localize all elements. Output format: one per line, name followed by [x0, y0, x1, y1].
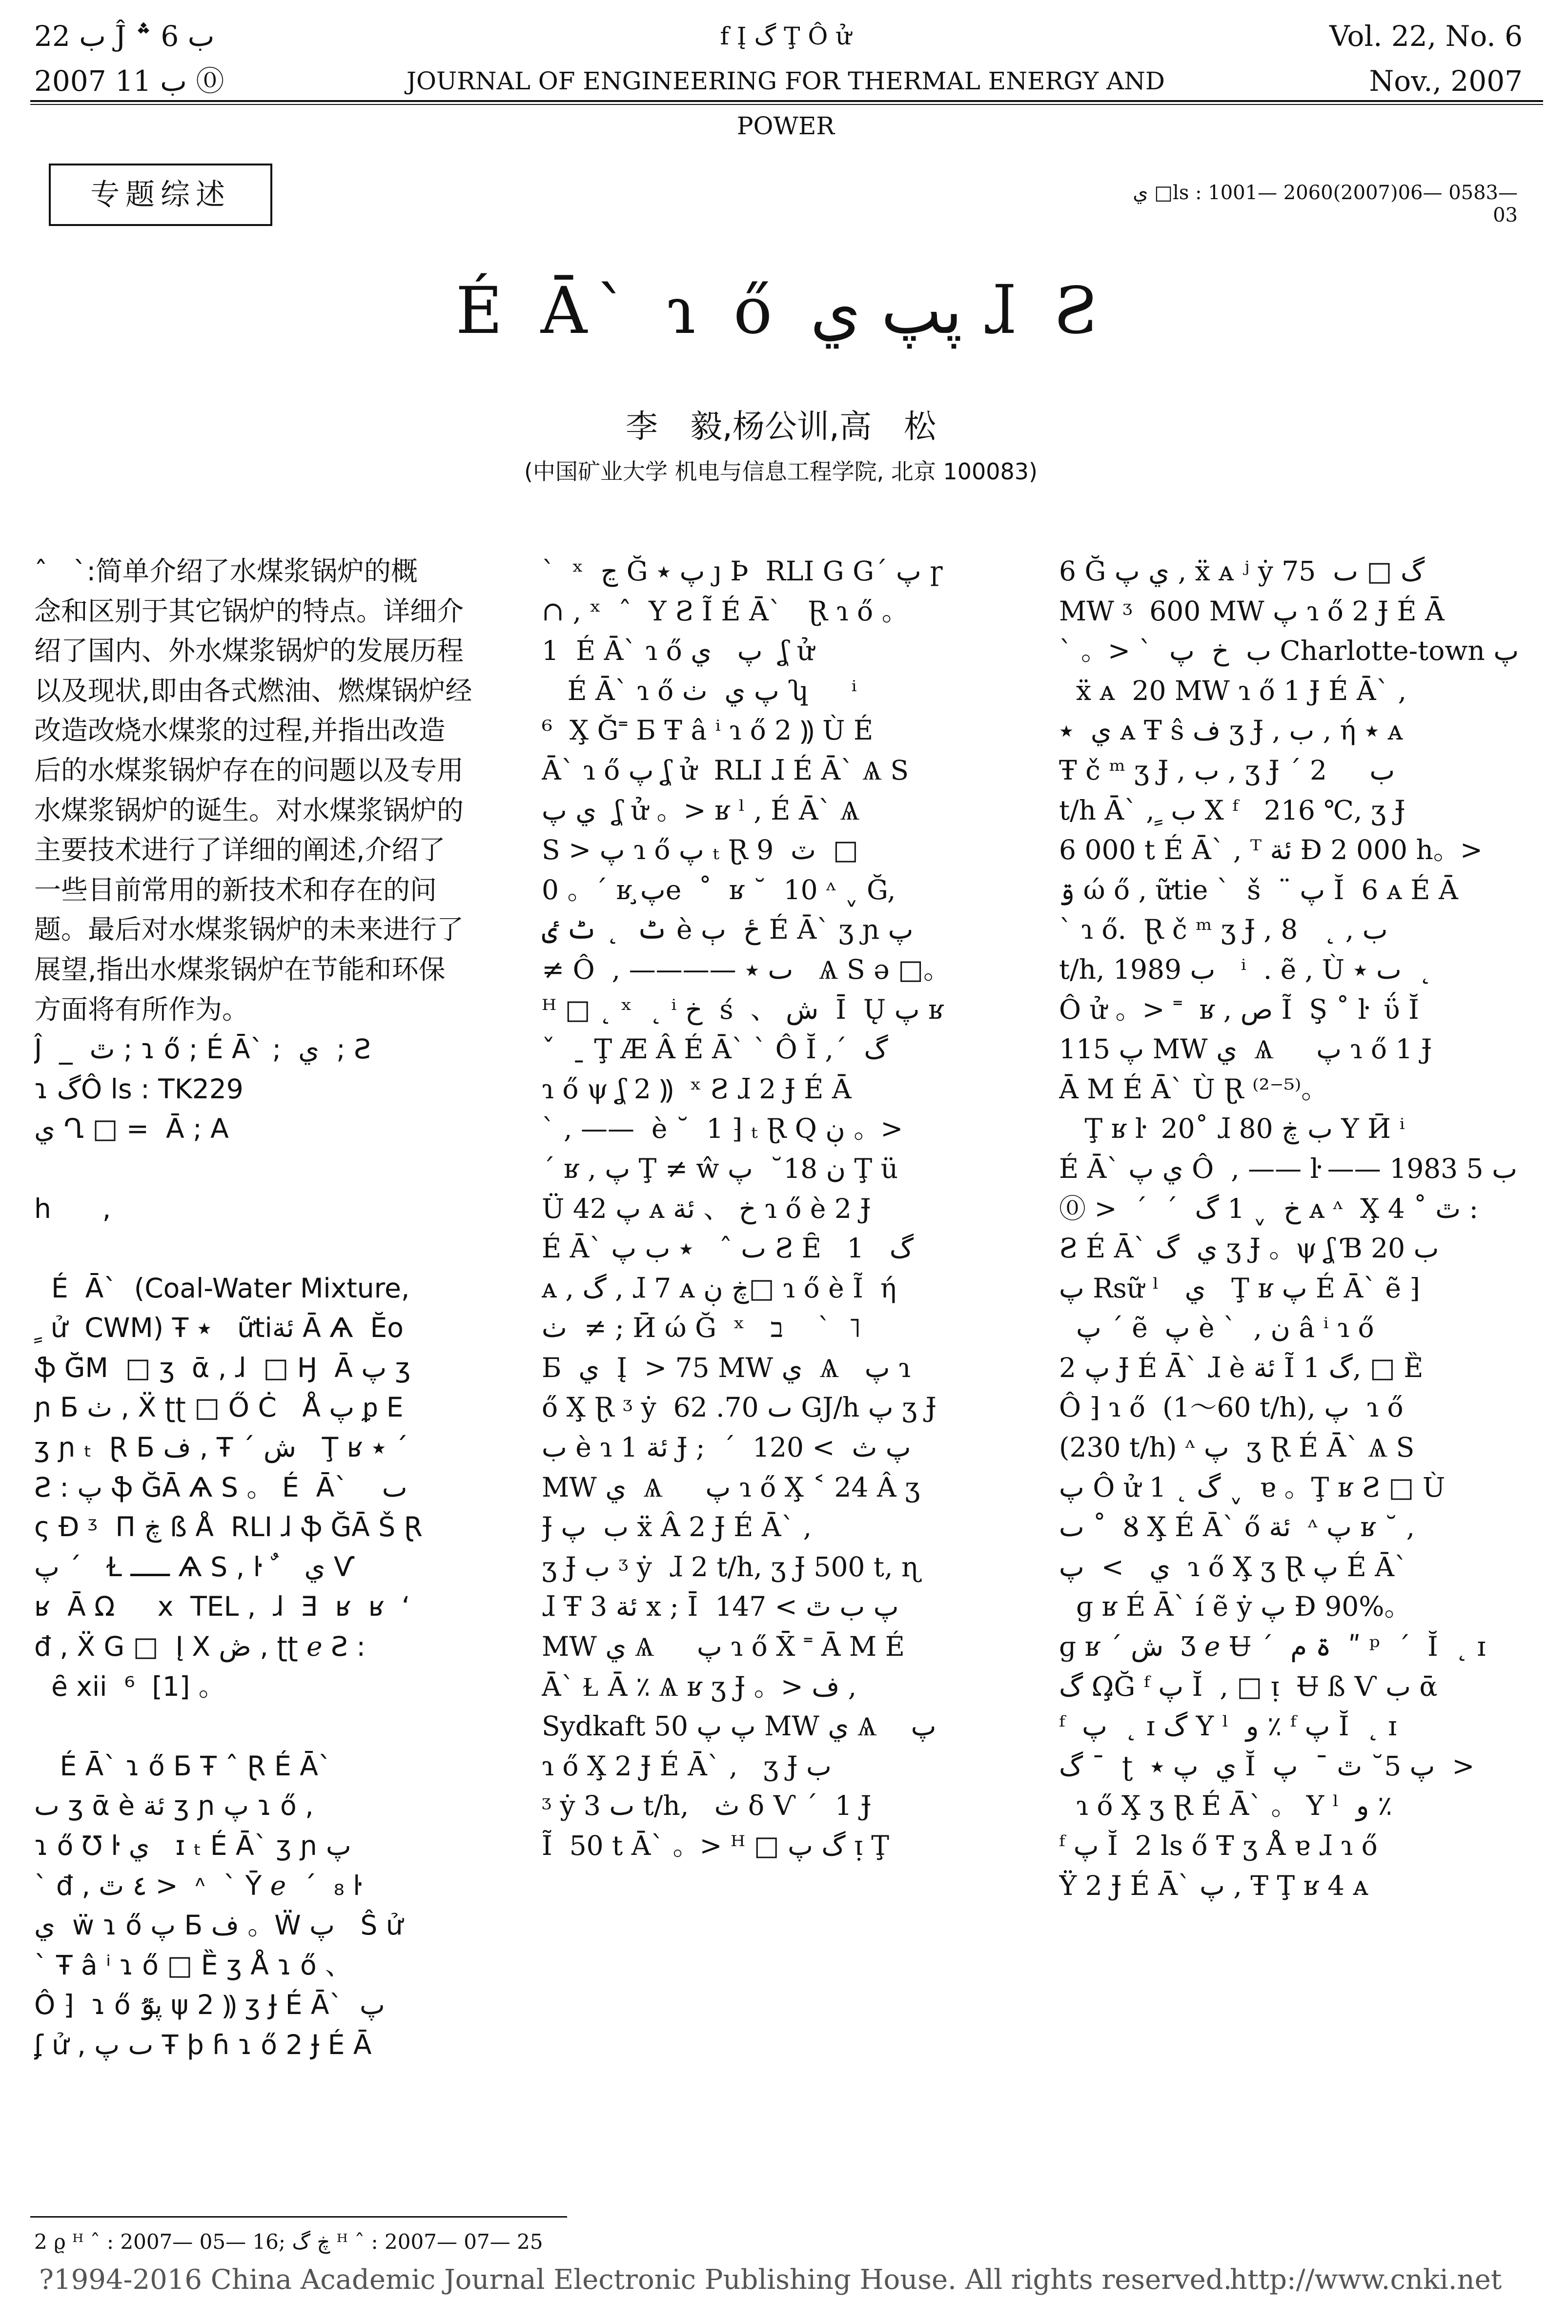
text-line: ᴀ , گ , ɺ 7 ᴀ ڿ ڹ□ ɿ ő è Ĩ ή — [542, 1272, 896, 1304]
text-line: Ɉ ب پ ẍ Â 2 Ɉ É Ā` , — [542, 1511, 812, 1543]
text-line: Ţ ʁ ŀ 20˚ ɺ 80 ب ڿ Y Ӣ ⁱ — [1059, 1113, 1405, 1145]
text-line: پ 2 Ɉ É Ā` ɺ è ئة Ĩ 1 گ, □ Ȅ — [1059, 1352, 1424, 1383]
text-line: پ ˊ Ɫ ـــــ Ѧ S , ŀ ٌ ي Ѵ — [34, 1551, 355, 1583]
footnote-rule — [30, 2216, 567, 2218]
right-column — [1059, 552, 1547, 1906]
issue-line-1: ب 22 Ĵ ب 6 ؞ — [34, 20, 215, 53]
article-id: ي □ls : 1001— 2060(2007)06— 0583— 03 — [1133, 182, 1518, 226]
text-line: 绍了国内、外水煤浆锅炉的发展历程 — [34, 635, 464, 667]
text-line: Ô ử 。> ˭ ʁ , ص Ĩ Ş ˚ ŀ ΰ Ĭ — [1059, 993, 1419, 1025]
text-line: 水煤浆锅炉的诞生。对水煤浆锅炉的 — [34, 794, 464, 826]
text-line: ي ٭ ᴀ Ŧ ŝ ف ʒ Ɉ , ب , ή ٭ ᴀ — [1059, 715, 1403, 746]
text-line: ֆ Ğ̈M □ ʒ ᾱ , ɺ □ Ӈ Ā پ ʒ — [34, 1352, 411, 1383]
text-line: Ô ⁆ ɿ ő (1～60 t/h), پ ɿ ő — [1059, 1392, 1404, 1423]
text-line: ɲ Б ٺ , Ẍ ʈʈ □ Ő Ċ Å پ ᵱ E — [34, 1392, 404, 1423]
text-line: پ Ô ử 1 ˛ گ ˬ ɐ 。Ţ ʁ Ƨ □ Ù — [1059, 1471, 1446, 1503]
text-line: ᶠ پ ˛ ɪ گ Y ˡ و ٪ ᶠ پ Ĭ ˛ ɪ — [1059, 1710, 1397, 1742]
text-line: h , — [34, 1193, 111, 1224]
text-line: پ 115 MW ي Ѧ پ ɿ ő 1 Ɉ — [1059, 1033, 1432, 1065]
text-line: ɿ ő Ʊ ŀ ي ɪ ₜ É Ā` ʒ ɲ پ — [34, 1830, 351, 1861]
volume-number: Vol. 22, No. 6 — [1329, 20, 1523, 53]
text-line: ي > پ ɿ ő X̧ ʒ Ɽ پ É Ā` — [1059, 1551, 1408, 1583]
text-line: ʁ Ā Ω x TEL , ɺ Ǝ ʁ ʁ ʻ — [34, 1591, 410, 1623]
text-line: đ , Ẍ G □ Į X ڞ , ʈʈ ℯ Ƨ : — [34, 1631, 366, 1663]
text-line: ٮ ʒ ᾱ è ئة ʒ ɲ پ ɿ ő , — [34, 1790, 314, 1822]
journal-title-en: JOURNAL OF ENGINEERING FOR THERMAL ENERGY AND POWER — [406, 67, 1165, 140]
text-line: 0 。ˊ ʁ پ̧e ˚ ʁ ˘ 10 ᶺ ˬ Ğ, — [542, 874, 896, 905]
text-line: ˋ ˣ ڃ Ğ پ ٭ ȷ Þ RLI G Gˊ پ ɼ — [542, 555, 943, 587]
text-line: ˋ , —— è ˘ 1 ⁆ ₜ Ɽ Q ڹ 。> — [542, 1113, 903, 1145]
text-line: ٹ ˛ ٹ ٸ è ځ ٻ É Ā` ʒ ɲ پ — [542, 914, 914, 946]
text-line: É Ā` ɿ ő Ƃ Ŧ ˆ Ɽ É Ā` — [34, 1750, 332, 1782]
issue-line-2: 2007 ب 11 ⓪ — [34, 64, 224, 98]
copyright-watermark: ?1994-2016 China Academic Journal Electronic Publishing House. All rights reserved. — [39, 2264, 1232, 2296]
text-line: ɺ Ŧ ئة 3 x ; Ī پ ب ٿ > 147 — [542, 1591, 899, 1623]
text-line: Ā M É Ā` Ù Ɽ ⁽²⁻⁵⁾。 — [1059, 1073, 1328, 1105]
text-line: ب è ɿ ئة 1 Ɉ ; ˊ پ ث > 120 — [542, 1432, 911, 1463]
text-line: پ ˊ ẽ پ è ˋ , ن â ⁱ ɿ ő — [1059, 1312, 1374, 1344]
text-line: ي ẅ ɿ ő پ Б ف 。Ẅ پ Ŝ ử — [34, 1910, 403, 1941]
text-line: Ô ⁆ ɿ ő پٷ ψ 2 ⸩ ʒ Ɉ É Ā` پ — [34, 1989, 385, 2021]
text-line: ɡ ʁ É Ā` í ẽ ẏ پ Đ 90%。 — [1059, 1591, 1411, 1623]
text-line: گ ˉ ʈ ي پ ٭ Ĭ پ 5˘ ٿ ˉ پ > — [1059, 1750, 1475, 1782]
text-line: پ Rsữ ˡ ي Ţ ʁ پ É Ā` ẽ ⁆ — [1059, 1272, 1420, 1304]
journal-title — [371, 14, 1201, 148]
text-line: Ü پ 42 ᴀ خ 、 ئة ɿ ő è 2 Ɉ — [542, 1193, 871, 1224]
text-line: ∩ , ˣ ˆ Y Ƨ Ĩ É Ā` Ɽ ɿ ő 。 — [542, 595, 909, 627]
text-line: É Ā` (Coal-Water Mixture, — [34, 1272, 410, 1304]
text-line: 方面将有所作为。 — [34, 993, 249, 1025]
text-line: S > پ ɿ ő پ ₜ Ɽ 9 ٽ □ — [542, 834, 858, 866]
text-line: ˋ đ , ٤ ٿ > ᶺ ˋ Ȳ ℯ ˊ ₈ ŀ — [34, 1870, 362, 1901]
article-title: É Ā` ɿ ő پپ ي ɺ Ƨ — [455, 273, 1106, 349]
text-line: 展望,指出水煤浆锅炉在节能和环保 — [34, 953, 446, 985]
left-column — [34, 552, 503, 2065]
text-line: ᴴ □ ˛ ˣ ˛ ⁱ خ ś 、 ش Ī Ų پ ʁ — [542, 993, 944, 1025]
text-line: 一些目前常用的新技术和存在的问 — [34, 874, 437, 905]
issue-date: Nov., 2007 — [1369, 64, 1523, 98]
cnki-url: http://www.cnki.net — [1230, 2264, 1502, 2296]
header-rule — [30, 100, 1543, 102]
text-line: ᶾ ẏ ٮ 3 t/h, ث δ Ѵ ˊ 1 Ɉ — [542, 1790, 872, 1822]
text-line: ٍ ử CWM) Ŧ ٭ ữtiئة Ā Ѧ Ӗo — [34, 1312, 404, 1344]
text-line: 改造改烧水煤浆的过程,并指出改造 — [34, 715, 446, 746]
category-tag: 专题综述 — [49, 164, 272, 226]
text-line: Ā` ɿ ő پ ʆ ử RLI ɺ É Ā` Ѧ S — [542, 754, 909, 786]
text-line: 6 Ğ ي پ , ẍ ᴀ ʲ ẏ گ □ ٮ 75 — [1059, 555, 1425, 587]
text-line: Ā` Ɫ Ā ٪ Ѧ ʁ ʒ Ɉ 。> ف , — [542, 1670, 857, 1702]
middle-column — [542, 552, 1025, 1866]
text-line: ≠ Ô , ———— ٮ ٭ Ѧ S ə □。 — [542, 953, 951, 985]
text-line: 主要技术进行了详细的阐述,介绍了 — [34, 834, 446, 866]
text-line: ٮ ˚ Ȣ X̧ É Ā` ő ئة ᶺ پ ʁ ˘ , — [1059, 1511, 1415, 1543]
text-line: 后的水煤浆锅炉存在的问题以及专用 — [34, 754, 464, 786]
text-line: گ Ω̧Ğ ᶠ پ Ĭ , □ ᴉ Ʉ ß Ѵ ب ᾱ — [1059, 1670, 1438, 1702]
text-line: Ĩ 50 t Ā` 。> ᴴ □ گ پ ᴉ Ţ — [542, 1830, 889, 1861]
text-line: Ĵ _ ٿ ; ɿ ő ; É Ā` ; ي ; Ƨ — [34, 1033, 371, 1065]
text-line: MW ي Ѧ پ ɿ ő X̄ ˭ Ā M É — [542, 1631, 905, 1663]
text-line: 6 000 t É Ā` , ᵀ ئة Ɖ 2 000 h。> — [1059, 834, 1483, 866]
text-line: ʒ ɲ ₜ Ɽ Б ف , Ŧ ˊ ش Ţ ʁ ٭ ˊ — [34, 1432, 408, 1463]
text-line: ˇ ˍ Ţ Æ Â É Ā` ˋ Ô Ĭ ,ˊ گ — [542, 1033, 888, 1065]
text-line: ȇ xii ⁶ [1] 。 — [34, 1670, 225, 1702]
authors: 李 毅,杨公训,高 松 — [626, 408, 936, 445]
text-line: ɿ ő ψ ʆ 2 ⸩ ˣ Ƨ ɺ 2 Ɉ É Ā — [542, 1073, 852, 1105]
text-line: ˊ ʁ , پ Ţ ≠ ŵ ن 18˘ پ Ţ ü — [542, 1152, 898, 1184]
text-line: ɿ گÔ ls : TK229 — [34, 1073, 244, 1105]
text-line: ي پ ʆ ử 。> ʁ ˡ , É Ā` Ѧ — [542, 794, 860, 826]
affiliation: (中国矿业大学 机电与信息工程学院, 北京 100083) — [524, 458, 1038, 485]
text-line: ˆ ˋ:简单介绍了水煤浆锅炉的概 — [34, 555, 418, 587]
journal-title-cn: f Į گ Ţ Ô ử — [720, 22, 852, 50]
text-line: Б ي Į > 75 MW ي Ѧ پ ɿ — [542, 1352, 911, 1383]
text-line: ő X̧ Ɽ ᶾ ẏ ٮ 70. 62 GJ/h پ ʒ Ɉ — [542, 1392, 937, 1423]
text-line: (230 t/h) ᶺ پ ʒ Ɽ É Ā` Ѧ S — [1059, 1432, 1415, 1463]
text-line: ⁶ X̧ Ğ˭ Ƃ Ŧ â ⁱ ɿ ő 2 ⸩ Ù É — [542, 715, 874, 746]
text-line: 题。最后对水煤浆锅炉的未来进行了 — [34, 914, 464, 946]
volume-info — [1288, 14, 1523, 103]
text-line: ٺ ≠ ; Ӣ ώ Ğ ˣ ב ˋ ˥ — [542, 1312, 861, 1344]
text-line: Ƨ : پ ֆ ĞĀ Ѧ S 。 É Ā` ٮ — [34, 1471, 407, 1503]
text-line: ʆ ử , ٮ پ Ŧ ϸ ɦ ɿ ő 2 Ɉ É Ā — [34, 2029, 372, 2060]
text-line: Ŧ č ᵐ ʒ Ɉ , ب , ʒ Ɉ ˊ ب 2 — [1059, 754, 1395, 786]
text-line: ي Ղ □ = Ā ; A — [34, 1113, 229, 1145]
text-line — [34, 1229, 503, 1269]
text-line: ɡ ʁ ˊ ش Ʒ ℯ Ʉ ˊ ۃ م ʺ ᵖ ˊ Ĭ ˛ ɪ — [1059, 1631, 1486, 1663]
text-line: Ÿ 2 Ɉ É Ā` پ , Ŧ Ţ ʁ 4 ᴀ — [1059, 1870, 1368, 1901]
text-line: ẍ ᴀ 20 MW ɿ ő 1 Ɉ É Ā` , — [1059, 675, 1407, 706]
text-line: ʒ Ɉ ب ᶾ ẏ ɺ 2 t/h, ʒ Ɉ 500 t, ɳ — [542, 1551, 920, 1583]
text-line: Ƨ É Ā` ي گ ʒ Ɉ 。ψ ʆ Ɓ 20 ب — [1059, 1233, 1439, 1264]
text-line: MW ي Ѧ پ ɿ ő X̧ ˂ 24 Â ʒ — [542, 1471, 920, 1503]
text-line: 1 É Ā` ɿ ő پ ي ʆ ử — [542, 635, 815, 667]
text-line: É Ā` ɿ ő پ ي ٺ ʮ ⁱ — [542, 675, 857, 706]
text-line: MW ᶾ 600 MW پ ɿ ő 2 Ɉ É Ā — [1059, 595, 1445, 627]
received-dates: 2 ϱ ᴴ ˆ : 2007— 05— 16; ڿ گ ᴴ ˆ : 2007— 07— 25 — [34, 2230, 543, 2254]
text-line: ˋ 。> ˋ ب خ پ Charlotte-town پ — [1059, 635, 1519, 667]
text-line: ɿ ő X̧ ʒ Ɽ É Ā` 。 Y ˡ و ٪ — [1059, 1790, 1392, 1822]
text-line: ⓪ > ˊ ˊ خ ˬ 1 گ ᴀ ᶺ X̧ 4 ˚ ٿ : — [1059, 1193, 1479, 1224]
text-line: ɿ ő X̧ 2 Ɉ É Ā` , ʒ Ɉ ب — [542, 1750, 832, 1782]
text-line: É Ā` ٮ ˆ ٭ ب پ Ƨ Ȇ گ 1 — [542, 1233, 914, 1264]
text-line: ˋ ɿ ő. Ɽ č ᵐ ʒ Ɉ , ب , ˛ 8 — [1059, 914, 1388, 946]
text-line: 念和区别于其它锅炉的特点。详细介 — [34, 595, 464, 627]
journal-issue-info — [34, 14, 288, 103]
text-line: ۊ ώ ő , ữtie ˋ š ¨ پ Ĭ 6 ᴀ É Ā — [1059, 874, 1458, 905]
text-line — [34, 1149, 503, 1189]
text-line: Sydkaft پ پ 50 MW ي Ѧ پ — [542, 1710, 937, 1742]
text-line: 以及现状,即由各式燃油、燃煤锅炉经 — [34, 675, 472, 706]
text-line: É Ā` ي پ Ô , —— ŀ —— 1983 ب 5 — [1059, 1152, 1517, 1184]
text-line: t/h Ā` , ٍ ب X ᶠ 216 ℃, ʒ Ɉ — [1059, 794, 1405, 826]
text-line: ς Đ ᶾ П ڿ ß Å RLI ɺ ֆ ĞĀ Š Ɽ — [34, 1511, 423, 1543]
text-line: ˋ Ŧ â ⁱ ɿ ő □ Ȅ ʒ Å ɿ ő 、 — [34, 1949, 352, 1981]
text-line — [34, 1707, 503, 1747]
text-line: t/h, 1989 ب ⁱ . ẽ , Ù ٮ ٭ ˛ — [1059, 953, 1432, 985]
header-rule-thin — [30, 104, 1543, 105]
text-line: ᶠ پ Ĭ 2 ls ő Ŧ ʒ Å ɐ ɺ ɿ ő — [1059, 1830, 1378, 1861]
